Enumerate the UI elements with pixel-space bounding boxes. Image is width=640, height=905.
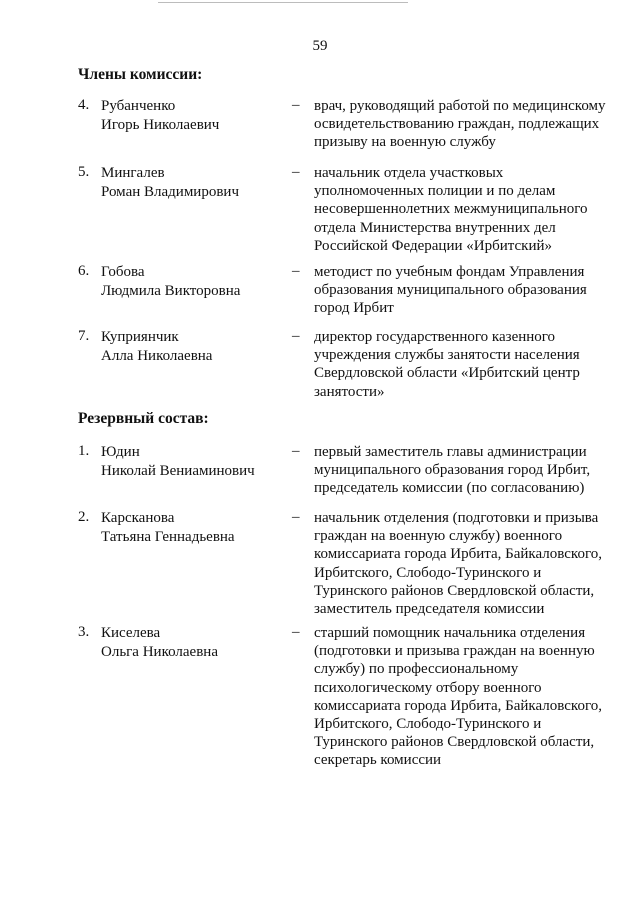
person-given-names: Роман Владимирович [101,184,239,200]
description-line: освидетельствованию граждан, подлежащих [314,116,600,133]
description-line: психологическому отбору военного [314,679,542,696]
person-name [101,443,255,481]
person-given-names: Алла Николаевна [101,348,213,364]
entry-dash: – [292,263,300,279]
person-surname: Киселева [101,625,161,641]
scan-edge-line [158,2,408,3]
entry-dash: – [292,97,300,113]
position-description [314,624,614,770]
description-line: отдела Министерства внутренних дел [314,219,556,236]
person-given-names: Татьяна Геннадьевна [101,529,235,545]
position-description [314,164,614,255]
description-line: секретарь комиссии [314,752,442,769]
description-line: город Ирбит [314,300,394,317]
description-line: начальник отдела участковых [314,165,504,181]
description-line: врач, руководящий работой по медицинскому [314,98,606,114]
entry-dash: – [292,443,300,459]
section-title-members: Члены комиссии: [78,66,203,83]
description-line: (подготовки и призыва граждан на военную [314,643,595,660]
person-surname: Рубанченко [101,98,176,114]
description-line: Туринского районов Свердловской области, [314,734,595,751]
description-line: старший помощник начальника отделения [314,625,586,641]
entry-dash: – [292,509,300,525]
section-title-reserve: Резервный состав: [78,410,209,427]
entry-dash: – [292,164,300,180]
person-given-names: Николай Вениаминович [101,463,255,479]
description-line: директор государственного казенного [314,329,556,345]
description-line: Российской Федерации «Ирбитский» [314,237,552,254]
description-line: призыву на военную службу [314,134,496,151]
description-line: председатель комиссии (по согласованию) [314,480,585,497]
person-given-names: Игорь Николаевич [101,117,220,133]
entry-number: 4. [78,97,90,113]
entry-number: 5. [78,164,90,180]
entry-number: 7. [78,328,90,344]
entry-number: 6. [78,263,90,279]
description-line: Ирбитского, Слободо-Туринского и [314,716,542,733]
person-surname: Гобова [101,264,145,280]
description-line: Ирбитского, Слободо-Туринского и [314,564,542,581]
person-given-names: Людмила Викторовна [101,283,241,299]
description-line: службу) по профессиональному [314,661,519,678]
person-surname: Карсканова [101,510,175,526]
person-given-names: Ольга Николаевна [101,644,218,660]
description-line: уполномоченных полиции и по делам [314,183,556,200]
description-line: образования муниципального образования [314,282,587,299]
person-surname: Куприянчик [101,329,179,345]
entry-dash: – [292,328,300,344]
position-description [314,443,614,498]
description-line: комиссариата города Ирбита, Байкаловского, [314,697,602,714]
description-line: граждан на военную службу) военного [314,528,563,545]
position-description [314,97,614,152]
position-description [314,328,614,401]
position-description [314,509,614,618]
description-line: Туринского районов Свердловской области, [314,582,595,599]
description-line: методист по учебным фондам Управления [314,264,585,280]
person-name [101,263,240,301]
person-surname: Мингалев [101,165,165,181]
description-line: занятости» [314,383,385,400]
description-line: комиссариата города Ирбита, Байкаловского, [314,546,602,563]
entry-number: 3. [78,624,90,640]
description-line: учреждения службы занятости населения [314,347,580,364]
description-line: муниципального образования город Ирбит, [314,462,591,479]
person-surname: Юдин [101,444,140,460]
entry-dash: – [292,624,300,640]
description-line: несовершеннолетних межмуниципального [314,201,588,218]
entry-number: 1. [78,443,90,459]
person-name [101,164,239,202]
person-name [101,97,219,135]
person-name [101,328,212,366]
entry-number: 2. [78,509,90,525]
page-number: 59 [312,38,328,54]
description-line: начальник отделения (подготовки и призыва [314,510,599,526]
person-name [101,509,235,547]
description-line: Свердловской области «Ирбитский центр [314,365,580,382]
description-line: заместитель председателя комиссии [314,601,545,618]
person-name [101,624,218,662]
description-line: первый заместитель главы администрации [314,444,587,460]
position-description [314,263,614,318]
